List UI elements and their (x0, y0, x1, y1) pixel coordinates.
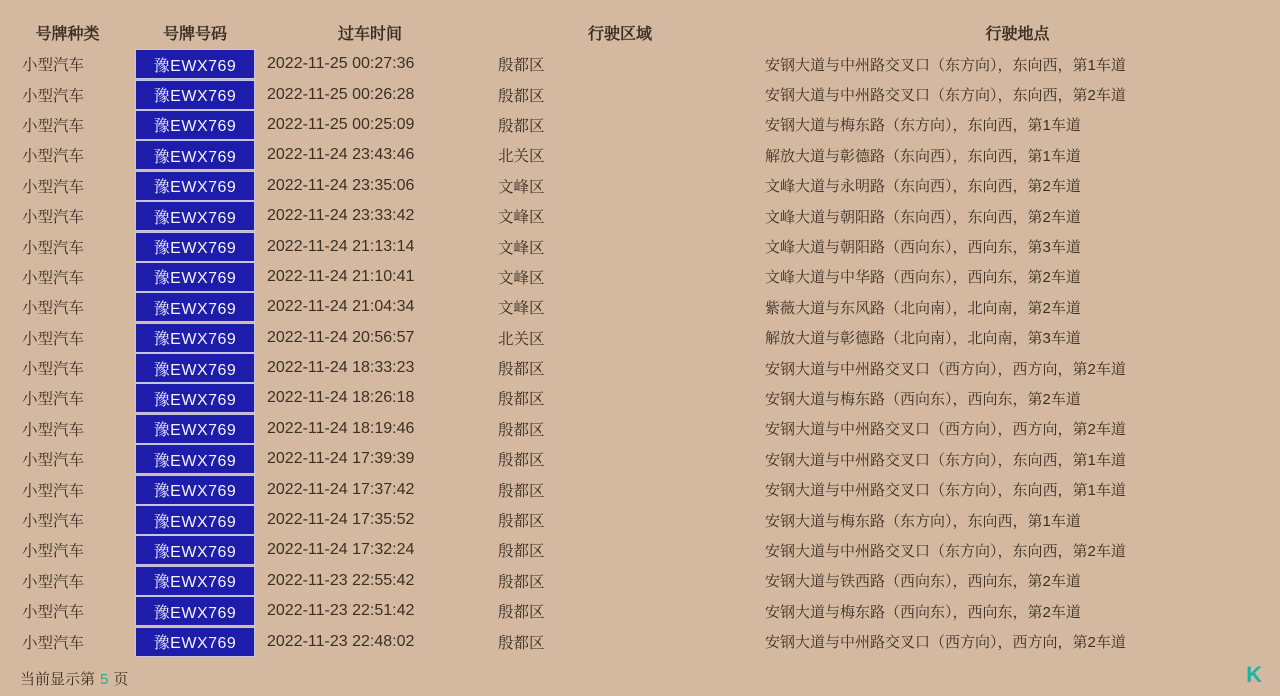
plate-type-cell: 小型汽车 (22, 57, 85, 75)
plate-type-cell: 小型汽车 (22, 300, 85, 318)
pass-time-cell: 2022-11-24 23:43:46 (267, 146, 415, 164)
plate-number-cell (135, 383, 255, 413)
plate-number-cell (135, 323, 255, 353)
plate-number-badge[interactable]: 豫EWX769 (135, 80, 255, 110)
driving-location-cell: 文峰大道与朝阳路（东向西），东向西，第2车道 (765, 208, 1081, 226)
driving-location-cell: 安钢大道与中州路交叉口（东方向），东向西，第1车道 (765, 482, 1126, 500)
plate-number-badge[interactable]: 豫EWX769 (135, 49, 255, 79)
plate-number-badge[interactable]: 豫EWX769 (135, 505, 255, 535)
plate-type-cell: 小型汽车 (22, 87, 85, 105)
plate-number-badge[interactable]: 豫EWX769 (135, 262, 255, 292)
plate-type-cell: 小型汽车 (22, 604, 85, 622)
driving-district-cell: 文峰区 (498, 300, 545, 318)
plate-number-cell (135, 80, 255, 110)
pass-time-cell: 2022-11-23 22:48:02 (267, 632, 415, 650)
driving-district-cell: 殷都区 (498, 634, 545, 652)
pass-time-cell: 2022-11-23 22:55:42 (267, 571, 415, 589)
plate-number-badge[interactable]: 豫EWX769 (135, 323, 255, 353)
driving-location-cell: 安钢大道与中州路交叉口（东方向），东向西，第2车道 (765, 542, 1126, 560)
plate-number-cell (135, 110, 255, 140)
table-row (0, 231, 1280, 261)
table-row (0, 323, 1280, 353)
table-row (0, 140, 1280, 170)
driving-district-cell: 殷都区 (498, 604, 545, 622)
table-row (0, 535, 1280, 565)
pass-time-cell: 2022-11-23 22:51:42 (267, 602, 415, 620)
plate-number-badge[interactable]: 豫EWX769 (135, 627, 255, 657)
pass-time-cell: 2022-11-24 17:37:42 (267, 480, 415, 498)
driving-location-cell: 安钢大道与中州路交叉口（西方向），西方向，第2车道 (765, 421, 1126, 439)
plate-number-cell (135, 505, 255, 535)
driving-location-cell: 文峰大道与永明路（东向西），东向西，第2车道 (765, 178, 1081, 196)
driving-location-cell: 安钢大道与中州路交叉口（东方向），东向西，第1车道 (765, 56, 1126, 74)
table-row (0, 171, 1280, 201)
plate-number-cell (135, 566, 255, 596)
plate-number-cell (135, 140, 255, 170)
pass-time-cell: 2022-11-24 17:32:24 (267, 541, 415, 559)
plate-type-cell: 小型汽车 (22, 513, 85, 531)
driving-district-cell: 殷都区 (498, 543, 545, 561)
table-row (0, 444, 1280, 474)
driving-district-cell: 殷都区 (498, 391, 545, 409)
driving-location-cell: 解放大道与彰德路（东向西），东向西，第1车道 (765, 147, 1081, 165)
page-indicator-suffix: 页 (113, 671, 129, 688)
driving-location-cell: 文峰大道与朝阳路（西向东），西向东，第3车道 (765, 239, 1081, 257)
driving-location-cell: 安钢大道与梅东路（西向东），西向东，第2车道 (765, 603, 1081, 621)
pass-time-cell: 2022-11-24 21:13:14 (267, 237, 415, 255)
driving-location-cell: 安钢大道与中州路交叉口（西方向），西方向，第2车道 (765, 360, 1126, 378)
current-page-number: 5 (100, 671, 109, 688)
driving-district-cell: 殷都区 (498, 573, 545, 591)
plate-number-badge[interactable]: 豫EWX769 (135, 140, 255, 170)
driving-district-cell: 文峰区 (498, 239, 545, 257)
pass-time-cell: 2022-11-24 23:33:42 (267, 207, 415, 225)
plate-type-cell: 小型汽车 (22, 330, 85, 348)
plate-type-cell: 小型汽车 (22, 391, 85, 409)
pass-time-cell: 2022-11-24 17:39:39 (267, 450, 415, 468)
driving-district-cell: 殷都区 (498, 482, 545, 500)
driving-district-cell: 殷都区 (498, 513, 545, 531)
plate-number-badge[interactable]: 豫EWX769 (135, 201, 255, 231)
table-row (0, 596, 1280, 626)
table-body (0, 49, 1280, 657)
plate-number-badge[interactable]: 豫EWX769 (135, 383, 255, 413)
driving-location-cell: 紫薇大道与东风路（北向南），北向南，第2车道 (765, 299, 1081, 317)
driving-district-cell: 殷都区 (498, 361, 545, 379)
plate-number-badge[interactable]: 豫EWX769 (135, 596, 255, 626)
plate-number-badge[interactable]: 豫EWX769 (135, 535, 255, 565)
plate-number-cell (135, 292, 255, 322)
driving-location-cell: 安钢大道与梅东路（东方向），东向西，第1车道 (765, 512, 1081, 530)
plate-type-cell: 小型汽车 (22, 543, 85, 561)
pass-time-cell: 2022-11-24 23:35:06 (267, 176, 415, 194)
plate-number-cell (135, 232, 255, 262)
driving-location-cell: 文峰大道与中华路（西向东），西向东，第2车道 (765, 269, 1081, 287)
header-pass-time: 过车时间 (337, 26, 402, 43)
pass-time-cell: 2022-11-24 20:56:57 (267, 328, 415, 346)
plate-number-cell (135, 262, 255, 292)
plate-number-badge[interactable]: 豫EWX769 (135, 444, 255, 474)
driving-location-cell: 安钢大道与中州路交叉口（东方向），东向西，第2车道 (765, 87, 1126, 105)
pass-time-cell: 2022-11-24 21:04:34 (267, 298, 415, 316)
table-row (0, 79, 1280, 109)
plate-number-badge[interactable]: 豫EWX769 (135, 566, 255, 596)
driving-district-cell: 文峰区 (498, 269, 545, 287)
table-row (0, 626, 1280, 656)
plate-type-cell: 小型汽车 (22, 269, 85, 287)
plate-number-badge[interactable]: 豫EWX769 (135, 232, 255, 262)
pass-time-cell: 2022-11-24 21:10:41 (267, 267, 415, 285)
plate-type-cell: 小型汽车 (22, 634, 85, 652)
table-header-row (0, 16, 1280, 49)
table-row (0, 383, 1280, 413)
driving-location-cell: 安钢大道与中州路交叉口（东方向），东向西，第1车道 (765, 451, 1126, 469)
table-row (0, 474, 1280, 504)
plate-number-cell (135, 444, 255, 474)
plate-type-cell: 小型汽车 (22, 117, 85, 135)
driving-location-cell: 安钢大道与梅东路（西向东），西向东，第2车道 (765, 390, 1081, 408)
page-indicator-prefix: 当前显示第 (20, 671, 96, 688)
plate-number-badge[interactable]: 豫EWX769 (135, 475, 255, 505)
plate-number-badge[interactable]: 豫EWX769 (135, 414, 255, 444)
table-row (0, 292, 1280, 322)
plate-number-cell (135, 201, 255, 231)
driving-district-cell: 殷都区 (498, 421, 545, 439)
plate-number-badge[interactable]: 豫EWX769 (135, 171, 255, 201)
plate-type-cell: 小型汽车 (22, 482, 85, 500)
header-plate-type: 号牌种类 (35, 26, 100, 43)
plate-number-cell (135, 596, 255, 626)
table-row (0, 566, 1280, 596)
plate-number-badge[interactable]: 豫EWX769 (135, 353, 255, 383)
plate-number-cell (135, 535, 255, 565)
plate-type-cell: 小型汽车 (22, 452, 85, 470)
driving-district-cell: 殷都区 (498, 117, 545, 135)
header-plate-number: 号牌号码 (162, 26, 227, 43)
plate-type-cell: 小型汽车 (22, 209, 85, 227)
pass-time-cell: 2022-11-25 00:25:09 (267, 115, 415, 133)
pass-time-cell: 2022-11-24 18:19:46 (267, 419, 415, 437)
watermark-k-logo: K (1246, 662, 1262, 687)
table-row (0, 262, 1280, 292)
pass-time-cell: 2022-11-25 00:26:28 (267, 85, 415, 103)
table-row (0, 353, 1280, 383)
plate-number-cell (135, 171, 255, 201)
driving-district-cell: 殷都区 (498, 452, 545, 470)
vehicle-records-table (0, 16, 1280, 657)
pass-time-cell: 2022-11-25 00:27:36 (267, 55, 415, 73)
driving-district-cell: 殷都区 (498, 87, 545, 105)
table-row (0, 49, 1280, 79)
driving-location-cell: 安钢大道与梅东路（东方向），东向西，第1车道 (765, 117, 1081, 135)
driving-district-cell: 殷都区 (498, 57, 545, 75)
driving-location-cell: 安钢大道与铁西路（西向东），西向东，第2车道 (765, 573, 1081, 591)
plate-type-cell: 小型汽车 (22, 239, 85, 257)
plate-number-cell (135, 627, 255, 657)
plate-type-cell: 小型汽车 (22, 421, 85, 439)
header-driving-location: 行驶地点 (985, 26, 1050, 43)
plate-number-cell (135, 353, 255, 383)
pass-time-cell: 2022-11-24 18:26:18 (267, 389, 415, 407)
table-row (0, 414, 1280, 444)
driving-district-cell: 北关区 (498, 330, 545, 348)
driving-district-cell: 文峰区 (498, 178, 545, 196)
plate-number-cell (135, 414, 255, 444)
plate-number-badge[interactable]: 豫EWX769 (135, 110, 255, 140)
plate-type-cell: 小型汽车 (22, 573, 85, 591)
plate-type-cell: 小型汽车 (22, 178, 85, 196)
table-row (0, 110, 1280, 140)
driving-district-cell: 北关区 (498, 148, 545, 166)
driving-location-cell: 解放大道与彰德路（北向南），北向南，第3车道 (765, 330, 1081, 348)
pagination-status (20, 668, 128, 689)
plate-number-badge[interactable]: 豫EWX769 (135, 292, 255, 322)
table-row (0, 505, 1280, 535)
plate-number-cell (135, 475, 255, 505)
header-driving-district: 行驶区域 (587, 26, 652, 43)
table-row (0, 201, 1280, 231)
plate-type-cell: 小型汽车 (22, 148, 85, 166)
driving-district-cell: 文峰区 (498, 209, 545, 227)
pass-time-cell: 2022-11-24 17:35:52 (267, 511, 415, 529)
pass-time-cell: 2022-11-24 18:33:23 (267, 359, 415, 377)
driving-location-cell: 安钢大道与中州路交叉口（西方向），西方向，第2车道 (765, 634, 1126, 652)
plate-number-cell (135, 49, 255, 79)
plate-type-cell: 小型汽车 (22, 361, 85, 379)
